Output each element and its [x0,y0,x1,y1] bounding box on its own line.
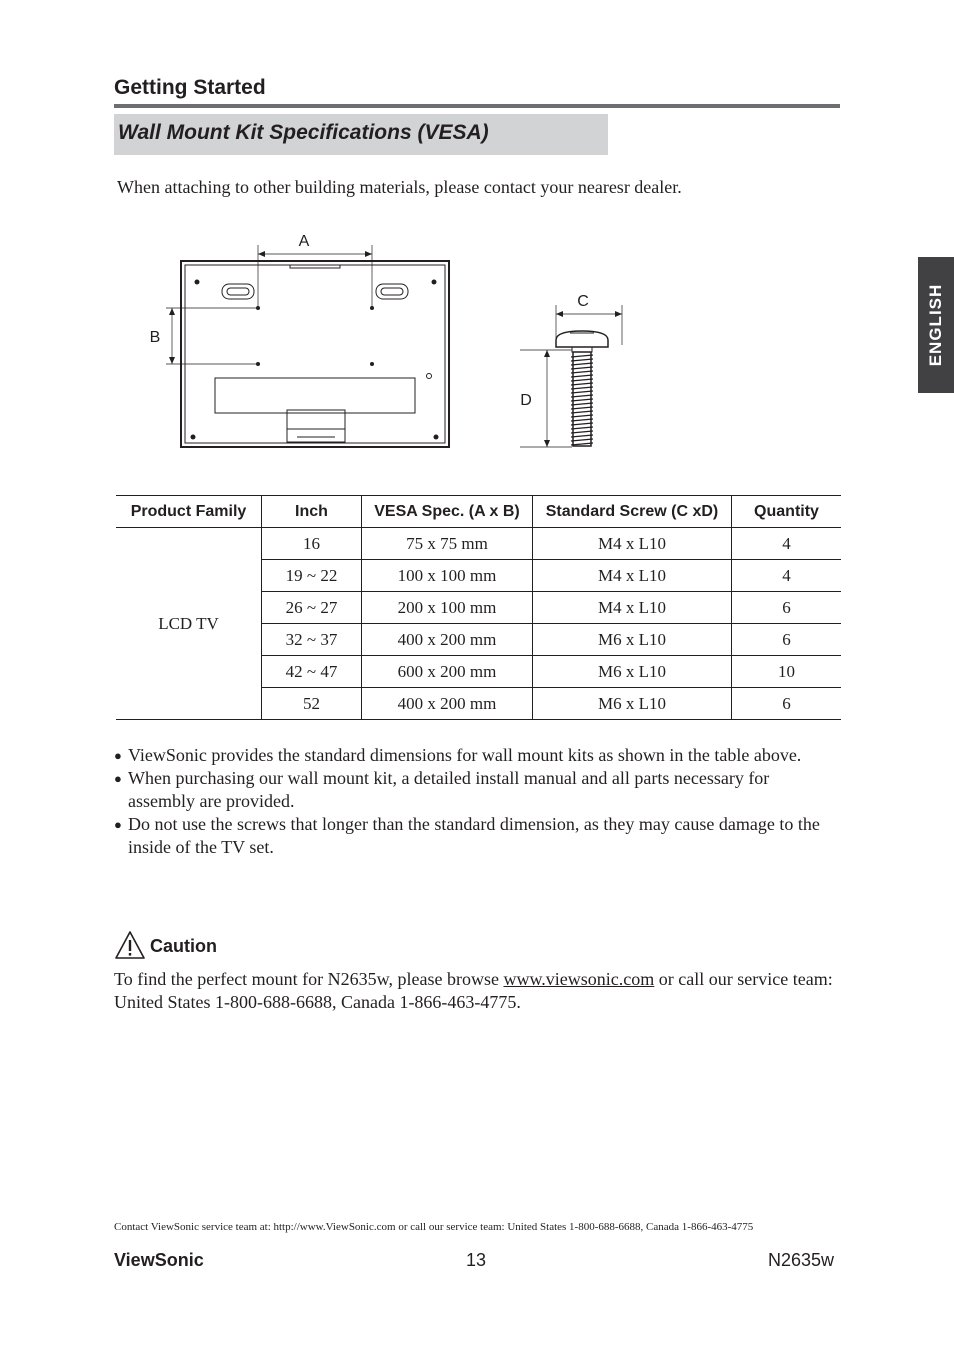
screw-cell: M4 x L10 [533,592,732,624]
note-text: ViewSonic provides the standard dimensions for wall mount kits as shown in the table above. [128,745,802,765]
vesa-cell: 600 x 200 mm [362,656,533,688]
header-standard-screw: Standard Screw (C xD) [533,496,732,528]
screw-thread [571,359,593,361]
vesa-hole [370,306,374,310]
inch-cell: 16 [262,528,362,560]
section-divider [114,104,840,108]
inch-cell: 26 ~ 27 [262,592,362,624]
vesa-cell: 400 x 200 mm [362,624,533,656]
screw-thread [571,383,593,385]
vesa-cell: 400 x 200 mm [362,688,533,720]
vesa-hole [370,362,374,366]
warning-icon [114,930,146,960]
screw-thread [571,419,593,421]
caution-label: Caution [150,936,217,956]
inch-cell: 52 [262,688,362,720]
corner-dot [432,280,437,285]
screw-thread [571,435,593,437]
notes-list [114,744,834,859]
screw-thread [571,411,593,413]
tv-back-outline [181,261,449,447]
table-header-row [116,496,841,528]
arrow-a-right [365,251,372,257]
quantity-cell: 6 [732,624,842,656]
footer-brand: ViewSonic [114,1250,204,1270]
header-quantity: Quantity [732,496,842,528]
screw-thread [571,423,593,425]
screw-thread [571,363,593,365]
screw-thread [571,399,593,401]
screw-thread [571,355,593,357]
subsection-title: Wall Mount Kit Specifications (VESA) [118,121,489,144]
arrow-c-right [615,311,622,317]
inch-cell: 19 ~ 22 [262,560,362,592]
screw-thread [571,367,593,369]
caution-text-before: To find the perfect mount for N2635w, please browse [114,969,504,989]
arrow-c-left [556,311,563,317]
language-tab [918,257,954,393]
screw-thread [571,379,593,381]
screw-thread [571,443,593,445]
quantity-cell: 10 [732,656,842,688]
label-b: B [149,329,161,346]
corner-dot [191,435,196,440]
caution-text-after: or call our service team: United States 1-800-688-6688, Canada 1-866-463-4775. [114,969,833,1012]
label-a: A [298,233,310,250]
screw-thread [571,439,593,441]
caution-text [114,968,844,1014]
footer-model: N2635w [768,1250,835,1270]
corner-dot [434,435,439,440]
screw-threads [571,355,593,445]
corner-dot [195,280,200,285]
arrow-a-left [258,251,265,257]
note-item [114,767,834,813]
quantity-cell: 6 [732,592,842,624]
port-circle [427,374,432,379]
screw-thread [571,395,593,397]
quantity-cell: 4 [732,528,842,560]
screw-cell: M4 x L10 [533,528,732,560]
arrow-d-bottom [544,440,550,447]
vesa-spec-table [116,495,841,720]
inch-cell: 32 ~ 37 [262,624,362,656]
stand-panel [215,378,415,413]
vesa-diagram [140,225,640,455]
arrow-d-top [544,350,550,357]
bullet-icon: ● [114,748,122,763]
family-cell: LCD TV [116,528,262,720]
screw-cell: M4 x L10 [533,560,732,592]
handle-slot-right-inner [381,288,403,295]
screw-thread [571,431,593,433]
quantity-cell: 6 [732,688,842,720]
screw-thread [571,403,593,405]
vesa-cell: 75 x 75 mm [362,528,533,560]
intro-text: When attaching to other building materials, please contact your nearesr dealer. [117,177,682,197]
vesa-hole [256,362,260,366]
screw-thread [571,407,593,409]
inch-cell: 42 ~ 47 [262,656,362,688]
header-inch: Inch [262,496,362,528]
screw-thread [571,387,593,389]
viewsonic-link[interactable]: www.viewsonic.com [503,969,655,989]
screw-cell: M6 x L10 [533,624,732,656]
bullet-icon: ● [114,771,122,786]
header-product-family: Product Family [116,496,262,528]
tv-back-inner [185,265,445,443]
label-d: D [520,392,532,409]
screw-thread [571,375,593,377]
arrow-b-bottom [169,357,175,364]
label-c: C [577,293,589,310]
section-title: Getting Started [114,76,266,99]
header-vesa-spec: VESA Spec. (A x B) [362,496,533,528]
vesa-hole [256,306,260,310]
table-row [116,528,841,560]
footer-contact: Contact ViewSonic service team at: http://www.ViewSonic.com or call our service team: United States 1-800-688-6688, Canada 1-866-463-4775 [114,1221,754,1233]
vesa-cell: 100 x 100 mm [362,560,533,592]
handle-slot-left-inner [227,288,249,295]
quantity-cell: 4 [732,560,842,592]
screw-thread [571,371,593,373]
language-label: ENGLISH [926,283,945,367]
screw-cell: M6 x L10 [533,656,732,688]
screw-thread [571,391,593,393]
note-item [114,744,834,767]
note-text: When purchasing our wall mount kit, a detailed install manual and all parts necessary for assembly are provided. [128,768,770,811]
screw-thread [571,427,593,429]
arrow-b-top [169,308,175,315]
screw-thread [571,415,593,417]
vesa-cell: 200 x 100 mm [362,592,533,624]
note-text: Do not use the screws that longer than the standard dimension, as they may cause damage to the inside of the TV set. [128,814,820,857]
screw-cell: M6 x L10 [533,688,732,720]
page-number: 13 [466,1250,487,1270]
bullet-icon: ● [114,817,122,832]
note-item [114,813,834,859]
